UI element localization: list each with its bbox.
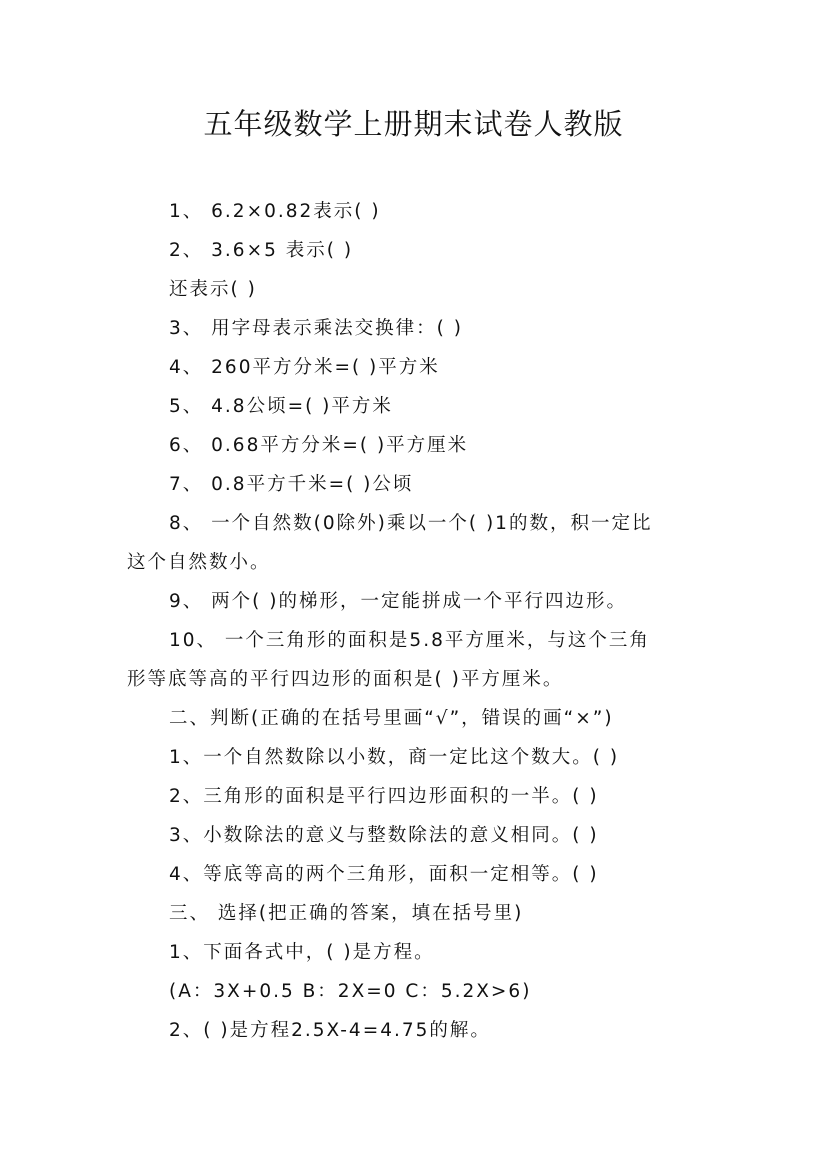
question-line: 1、一个自然数除以小数，商一定比这个数大。( ) <box>169 747 620 768</box>
question-line: 10、 一个三角形的面积是5.8平方厘米，与这个三角 <box>169 630 650 651</box>
question-line-continuation: 这个自然数小。 <box>127 552 271 573</box>
question-line-continuation: 形等底等高的平行四边形的面积是( )平方厘米。 <box>127 669 564 690</box>
question-line: 7、 0.8平方千米=( )公顷 <box>169 474 414 495</box>
question-line: 1、 6.2×0.82表示( ) <box>169 201 381 222</box>
question-line: 还表示( ) <box>169 279 257 300</box>
section-heading-judgment: 二、判断(正确的在括号里画“√”，错误的画“×”) <box>169 708 614 729</box>
section-heading-choice: 三、 选择(把正确的答案，填在括号里) <box>169 903 524 924</box>
question-line: 1、下面各式中，( )是方程。 <box>169 942 435 963</box>
document-title: 五年级数学上册期末试卷人教版 <box>203 107 624 141</box>
question-line: 2、 3.6×5 表示( ) <box>169 240 354 261</box>
document-body <box>127 192 717 1050</box>
answer-options: (A：3X+0.5 B：2X=0 C：5.2X>6) <box>169 981 532 1002</box>
question-line: 4、等底等高的两个三角形，面积一定相等。( ) <box>169 864 599 885</box>
question-line: 2、三角形的面积是平行四边形面积的一半。( ) <box>169 786 599 807</box>
question-line: 5、 4.8公顷=( )平方米 <box>169 396 393 417</box>
question-line: 3、 用字母表示乘法交换律：( ) <box>169 318 463 339</box>
question-line: 8、 一个自然数(0除外)乘以一个( )1的数，积一定比 <box>169 513 653 534</box>
question-line: 9、 两个( )的梯形，一定能拼成一个平行四边形。 <box>169 591 627 612</box>
question-line: 2、( )是方程2.5X-4=4.75的解。 <box>169 1020 491 1041</box>
question-line: 4、 260平方分米=( )平方米 <box>169 357 440 378</box>
question-line: 6、 0.68平方分米=( )平方厘米 <box>169 435 469 456</box>
question-line: 3、小数除法的意义与整数除法的意义相同。( ) <box>169 825 599 846</box>
